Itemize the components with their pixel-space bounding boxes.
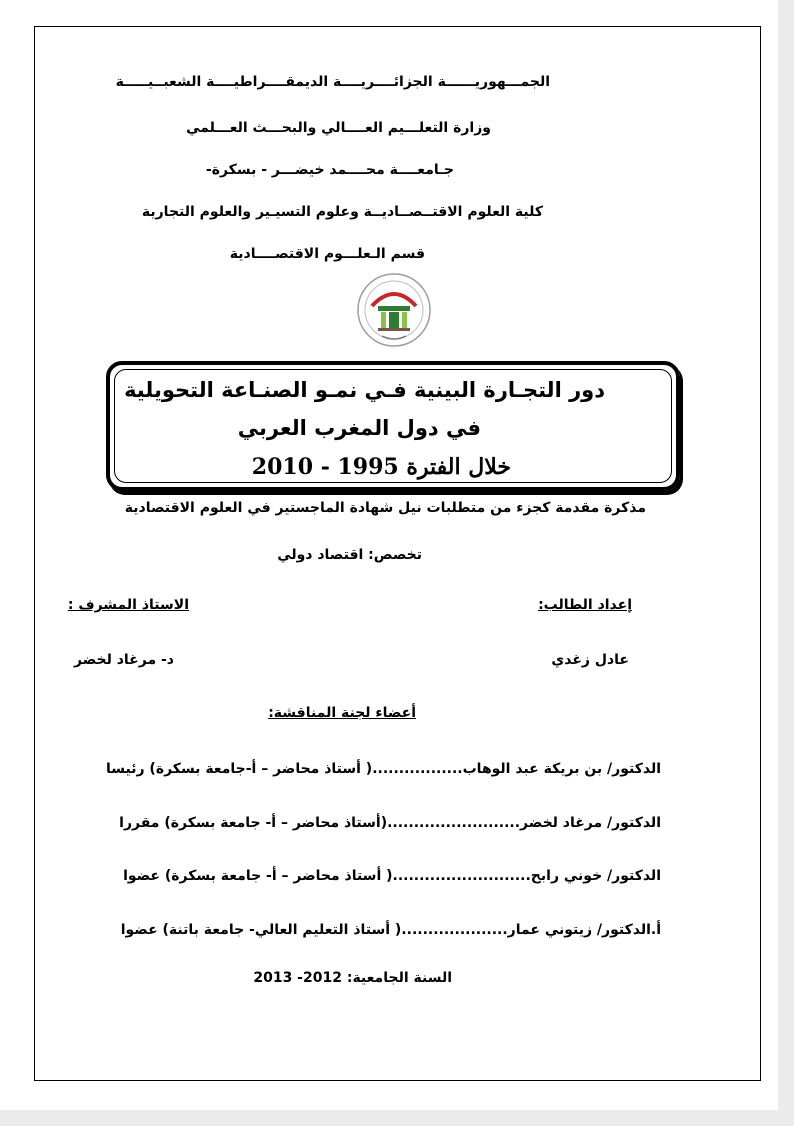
committee-member: أ.الدكتور/ زيتوني عمار....................( أستاذ التعليم العالي- جامعة باتنة) عضوا: [120, 922, 661, 938]
thesis-title-line-1: دور التجـارة البينية فـي نمـو الصنـاعة التحويلية: [124, 378, 605, 402]
academic-year: السنة الجامعية: 2012- 2013: [253, 970, 452, 986]
student-name: عادل زغدي: [551, 652, 629, 668]
header-faculty: كلية العلوم الاقتــصــاديــة وعلوم التسيـير والعلوم التجارية: [141, 204, 543, 220]
committee-member: الدكتور/ بن بريكة عبد الوهاب.................( أستاذ محاضر – أ-جامعة بسكرة) رئيسا: [106, 761, 661, 777]
header-republic: الجمـــهوريــــــة الجزائــــريــــة الديمقــــراطيــــة الشعبــيـــــة: [115, 74, 550, 90]
committee-member: الدكتور/ مرغاد لخضر.........................(أستاذ محاضر – أ- جامعة بسكرة) مقررا: [119, 815, 661, 831]
supervisor-name: د- مرغاد لخضر: [74, 652, 174, 668]
thesis-title-line-2: في دول المغرب العربي: [237, 416, 481, 440]
committee-title: أعضاء لجنة المناقشة:: [268, 705, 416, 721]
header-university: جـامعــــة محــــمد خيضـــر - بسكرة-: [205, 162, 454, 178]
header-department: قسم الـعلـــوم الاقتصــــادية: [229, 246, 425, 262]
specialization: تخصص: اقتصاد دولي: [277, 547, 422, 563]
student-label: إعداد الطالب:: [538, 597, 632, 613]
university-seal-icon: [356, 272, 432, 348]
committee-member: الدكتور/ خوني رابح..........................( أستاذ محاضر – أ- جامعة بسكرة) عضوا: [123, 868, 661, 884]
memo-statement: مذكرة مقدمة كجزء من متطلبات نيل شهادة الماجستير في العلوم الاقتصادية: [124, 500, 646, 516]
thesis-title-line-3: خلال الفترة 1995 - 2010: [251, 454, 511, 480]
supervisor-label: الاستاذ المشرف :: [67, 597, 189, 613]
header-ministry: وزارة التعلـــيم العــــالي والبحـــث العـــلمي: [186, 120, 491, 136]
